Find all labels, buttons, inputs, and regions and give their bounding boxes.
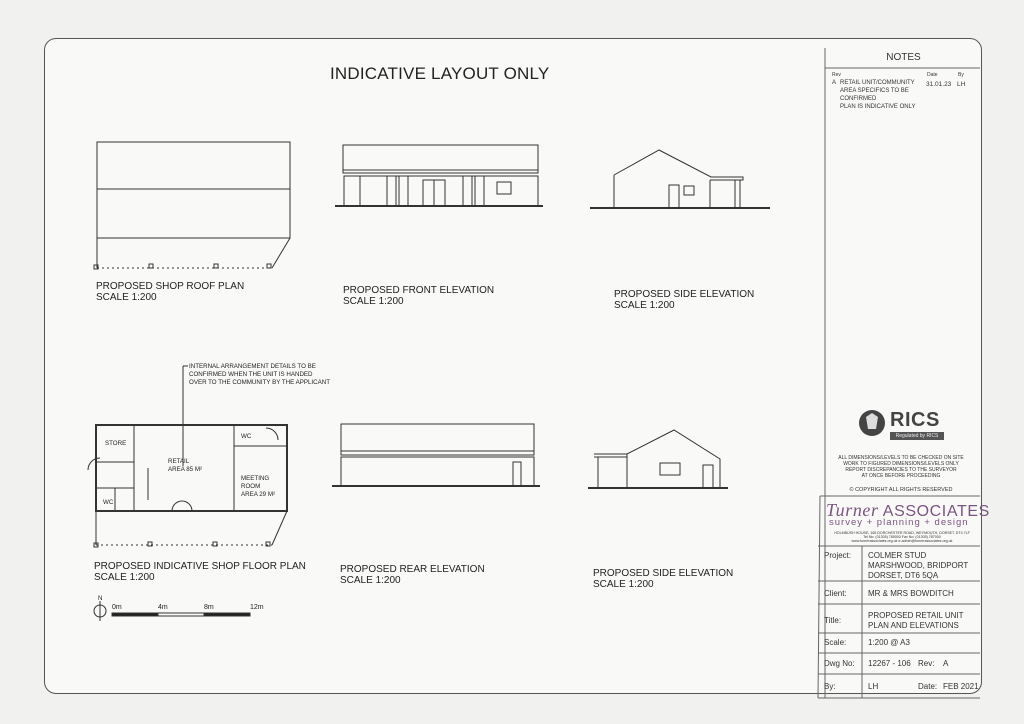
rear-elevation-title: PROPOSED REAR ELEVATION	[340, 564, 485, 575]
disclaimer-line-4: AT ONCE BEFORE PROCEEDING	[861, 473, 941, 479]
copyright-notice: © COPYRIGHT ALL RIGHTS RESERVED	[849, 487, 953, 493]
disclaimer-line-3: REPORT DISCREPANCIES TO THE SURVEYOR	[845, 467, 957, 473]
rev-label: Rev:	[918, 659, 935, 668]
roof-plan-title: PROPOSED SHOP ROOF PLAN	[96, 281, 245, 292]
side-elevation-top-drawing	[590, 150, 770, 208]
brand-suffix: ASSOCIATES	[882, 503, 990, 520]
rev-a-letter: A	[832, 80, 837, 86]
rics-wordmark: RICS	[890, 409, 940, 431]
title-line-1: PROPOSED RETAIL UNIT	[868, 611, 964, 620]
brand-tagline: survey + planning + design	[829, 517, 969, 528]
rev-a-date: 31.01.23	[926, 81, 952, 88]
scale-tick-8: 8m	[204, 604, 214, 611]
floor-plan-drawing	[88, 366, 287, 547]
by-header: By	[958, 72, 964, 78]
date-header: Date	[927, 72, 938, 78]
front-elevation-drawing	[335, 145, 543, 206]
retail-area-label: AREA 85 M²	[168, 466, 203, 473]
meeting-label-1: MEETING	[241, 475, 270, 482]
rear-elevation-drawing	[332, 424, 540, 486]
address-line-3: www.turnerassociates.org.uk e-admin@turnerassociates.org.uk	[851, 539, 953, 543]
side-elevation-top-scale: SCALE 1:200	[614, 300, 675, 311]
annotation-line-3: OVER TO THE COMMUNITY BY THE APPLICANT	[189, 379, 330, 386]
client-label: Client:	[824, 589, 847, 598]
floor-plan-scale: SCALE 1:200	[94, 572, 155, 583]
rev-a-line-4: PLAN IS INDICATIVE ONLY	[840, 104, 916, 110]
dwg-value: 12267 - 106	[868, 659, 911, 668]
page-title: INDICATIVE LAYOUT ONLY	[330, 64, 550, 83]
scale-label: Scale:	[824, 638, 847, 647]
address-line-2: Tel No: (01305) 785000 Fax No: (01305) 787000	[863, 535, 941, 539]
project-line-1: COLMER STUD	[868, 551, 927, 560]
project-label: Project:	[824, 551, 852, 560]
rev-header: Rev	[832, 72, 841, 78]
project-line-2: MARSHWOOD, BRIDPORT	[868, 561, 969, 570]
rev-a-by: LH	[957, 81, 966, 88]
wc-top-label: WC	[241, 433, 252, 440]
front-elevation-title: PROPOSED FRONT ELEVATION	[343, 285, 495, 296]
store-label: STORE	[105, 440, 127, 447]
title-label: Title:	[824, 616, 842, 625]
roof-plan-scale: SCALE 1:200	[96, 292, 157, 303]
side-elevation-bottom-scale: SCALE 1:200	[593, 579, 654, 590]
notes-header: NOTES	[886, 52, 921, 63]
title-line-2: PLAN AND ELEVATIONS	[868, 621, 959, 630]
client-value: MR & MRS BOWDITCH	[868, 589, 954, 598]
rev-value: A	[943, 659, 949, 668]
rear-elevation-scale: SCALE 1:200	[340, 575, 401, 586]
disclaimer-line-2: WORK TO FIGURED DIMENSIONS/LEVELS ONLY	[843, 461, 959, 467]
front-elevation-scale: SCALE 1:200	[343, 296, 404, 307]
rev-a-line-2: AREA SPECIFICS TO BE	[840, 88, 909, 94]
meeting-area-label: AREA 29 M²	[241, 491, 276, 498]
annotation-line-2: CONFIRMED WHEN THE UNIT IS HANDED	[189, 371, 313, 378]
by-label: By:	[824, 682, 836, 691]
date-label: Date:	[918, 682, 938, 691]
by-value: LH	[868, 682, 879, 691]
scale-tick-0: 0m	[112, 604, 122, 611]
annotation-line-1: INTERNAL ARRANGEMENT DETAILS TO BE	[189, 363, 316, 370]
rev-a-line-3: CONFIRMED	[840, 96, 877, 102]
retail-label: RETAIL	[168, 458, 190, 465]
date-value: FEB 2021	[943, 682, 979, 691]
side-elevation-bottom-drawing	[588, 430, 728, 488]
scale-tick-12: 12m	[250, 604, 264, 611]
rics-tagline: Regulated by RICS	[890, 432, 944, 440]
disclaimer-line-1: ALL DIMENSIONS/LEVELS TO BE CHECKED ON SITE	[838, 455, 964, 461]
roof-plan-drawing	[94, 142, 290, 269]
address-line-1: HOLMBUSH HOUSE, 165 DORCHESTER ROAD, WEYMOUTH, DORSET, DT4 7LF	[834, 531, 970, 535]
title-block-frame	[818, 48, 980, 698]
project-line-3: DORSET, DT6 5QA	[868, 571, 939, 580]
scale-tick-4: 4m	[158, 604, 168, 611]
dwg-label: Dwg No:	[824, 659, 855, 668]
meeting-label-2: ROOM	[241, 483, 261, 490]
side-elevation-top-title: PROPOSED SIDE ELEVATION	[614, 289, 755, 300]
rev-a-line-1: RETAIL UNIT/COMMUNITY	[840, 80, 915, 86]
north-arrow-label: N	[98, 595, 103, 602]
brand-name: Turner	[826, 500, 879, 520]
side-elevation-bottom-title: PROPOSED SIDE ELEVATION	[593, 568, 734, 579]
wc-bottom-label: WC	[103, 499, 114, 506]
floor-plan-title: PROPOSED INDICATIVE SHOP FLOOR PLAN	[94, 561, 306, 572]
scale-value: 1:200 @ A3	[868, 638, 910, 647]
